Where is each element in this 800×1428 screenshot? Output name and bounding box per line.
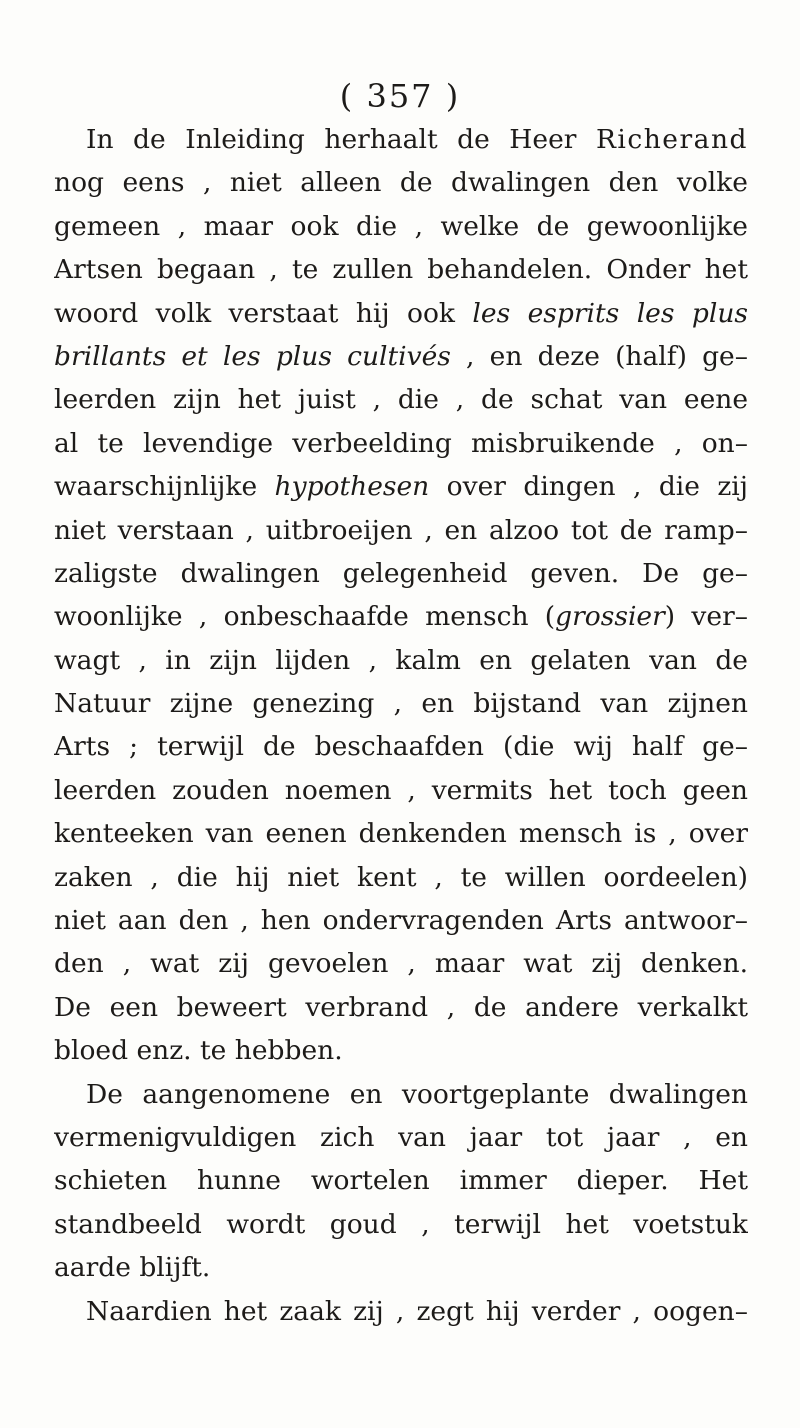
text-line: schieten hunne wortelen immer dieper. Het	[54, 1165, 748, 1197]
text-line	[54, 292, 748, 335]
text-line: zaligste dwalingen gelegenheid geven. De ge–	[54, 557, 748, 589]
text-segment: over dingen , die zij	[429, 471, 748, 503]
text-line: niet verstaan , uitbroeijen , en alzoo tot de ramp–	[54, 514, 748, 546]
text-line	[54, 595, 748, 638]
author-name: Richerand	[595, 124, 748, 155]
text-line	[54, 118, 748, 161]
text-line: vermenigvuldigen zich van jaar tot jaar , en	[54, 1121, 748, 1153]
text-line: zaken , die hij niet kent , te willen oordeelen)	[54, 861, 748, 893]
text-line: al te levendige verbeelding misbruikende , on–	[54, 427, 748, 459]
text-line: Artsen begaan , te zullen behandelen. Onder het	[54, 254, 748, 286]
text-line: kenteeken van eenen denkenden mensch is , over	[54, 818, 748, 850]
text-line: leerden zijn het juist , die , de schat van eene	[54, 384, 748, 416]
italic-phrase: grossier	[555, 601, 665, 633]
paragraph	[54, 118, 748, 1073]
text-segment: , en deze (half) ge–	[450, 340, 748, 372]
text-segment: waarschijnlijke	[54, 471, 275, 503]
text-line: nog eens , niet alleen de dwalingen den volke	[54, 167, 748, 199]
italic-phrase: brillants et les plus cultivés	[54, 340, 451, 372]
text-line: standbeeld wordt goud , terwijl het voetstuk	[54, 1208, 748, 1240]
text-line: Natuur zijne genezing , en bijstand van zijnen	[54, 688, 748, 720]
text-line: De aangenomene en voortgeplante dwalingen	[86, 1078, 748, 1110]
italic-phrase: les esprits les plus	[472, 297, 748, 329]
text-line: aarde blijft.	[54, 1252, 211, 1284]
italic-phrase: hypothesen	[274, 471, 430, 503]
text-line: niet aan den , hen ondervragenden Arts antwoor–	[54, 905, 748, 937]
text-segment: woord volk verstaat hij ook	[54, 297, 473, 329]
paragraph	[54, 1073, 748, 1290]
text-line: Arts ; terwijl de beschaafden (die wij half ge–	[54, 731, 748, 763]
body-text	[54, 118, 748, 1333]
text-line	[54, 335, 748, 378]
text-segment: woonlijke , onbeschaafde mensch (	[54, 601, 556, 633]
text-segment: In de Inleiding herhaalt de Heer	[86, 124, 596, 155]
text-line: bloed enz. te hebben.	[54, 1035, 343, 1067]
paragraph	[54, 1290, 748, 1333]
text-line: den , wat zij gevoelen , maar wat zij denken.	[54, 948, 748, 980]
text-line: leerden zouden noemen , vermits het toch geen	[54, 774, 748, 806]
text-line	[54, 465, 748, 508]
page-number: ( 357 )	[339, 77, 461, 115]
text-segment: ) ver–	[664, 601, 748, 633]
text-line: gemeen , maar ook die , welke de gewoonlijke	[54, 210, 748, 242]
text-line: Naardien het zaak zij , zegt hij verder , oogen–	[86, 1295, 748, 1327]
text-line: wagt , in zijn lijden , kalm en gelaten van de	[54, 644, 748, 676]
text-line: De een beweert verbrand , de andere verkalkt	[54, 991, 748, 1023]
